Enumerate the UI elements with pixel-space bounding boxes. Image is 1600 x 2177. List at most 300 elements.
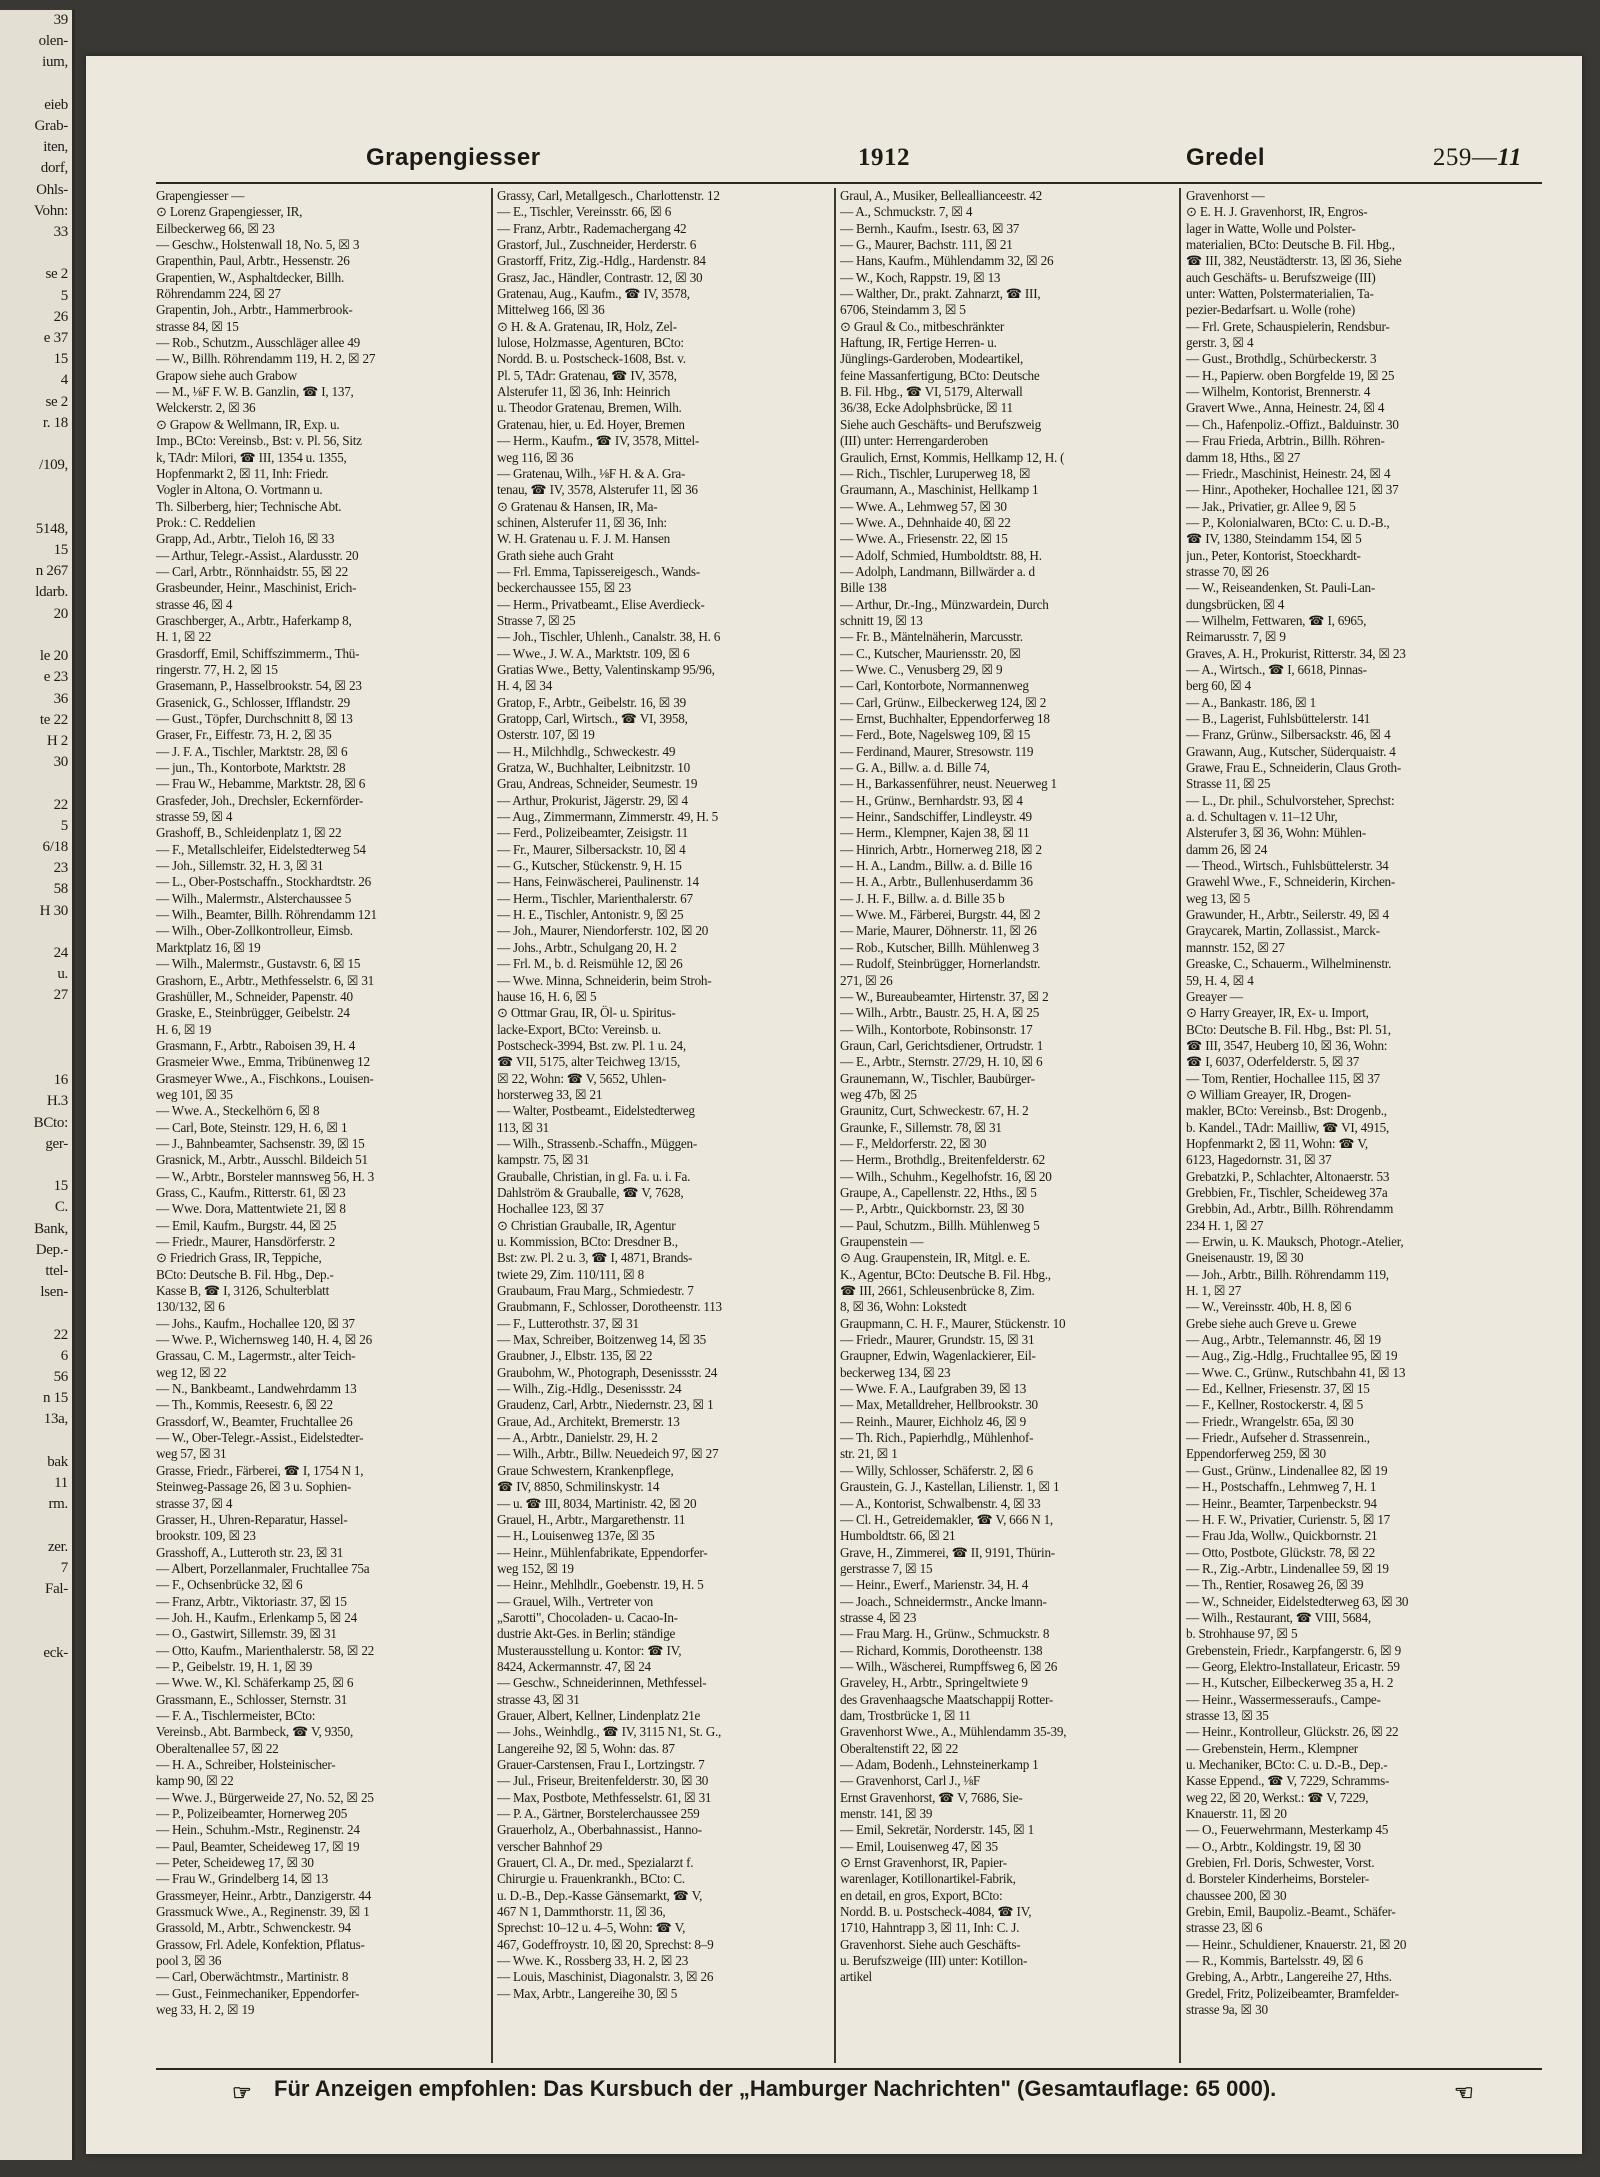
- pointing-hand-right-icon: ☞: [232, 2080, 252, 2105]
- previous-page-text-fragment: bak: [47, 1453, 68, 1470]
- previous-page-text-fragment: [0, 1621, 72, 1642]
- previous-page-text-fragment: u.: [57, 966, 68, 983]
- directory-entry-line: — Johs., Arbtr., Schulgang 20, H. 2: [497, 939, 677, 955]
- directory-entry-line: strasse 46, ☒ 4: [156, 596, 233, 612]
- directory-entry-line: — Friedr., Wrangelstr. 65a, ☒ 30: [1186, 1413, 1354, 1429]
- directory-entry-line: 59, H. 4, ☒ 4: [1186, 972, 1254, 988]
- directory-entry-line: u. Kommission, BCto: Dresdner B.,: [497, 1234, 678, 1249]
- directory-entry-line: unter: Watten, Polstermaterialien, Ta-: [1186, 286, 1374, 302]
- previous-page-text-fragment: te 22: [39, 711, 68, 728]
- directory-entry-line: Oberaltenstift 22, ☒ 22: [840, 1740, 959, 1756]
- directory-entry-line: Greaske, C., Schauerm., Wilhelminenstr.: [1186, 956, 1392, 972]
- previous-page-text-fragment: [0, 1515, 72, 1536]
- directory-entry-line: — Ferd., Bote, Nagelsweg 109, ☒ 15: [840, 727, 1031, 743]
- directory-entry-line: Strasse 7, ☒ 25: [497, 612, 576, 628]
- directory-entry-line: Grebing, A., Arbtr., Langereihe 27, Hths.: [1186, 1969, 1392, 1985]
- directory-entry-line: Grassold, M., Arbtr., Schwenckestr. 94: [156, 1920, 351, 1936]
- directory-entry-line: Graubaum, Frau Marg., Schmiedestr. 7: [497, 1283, 694, 1299]
- directory-entry-line: — Th. Rich., Papierhdlg., Mühlenhof-: [840, 1430, 1034, 1446]
- directory-entry-line: Eilbeckerweg 66, ☒ 23: [156, 220, 275, 236]
- directory-entry-line: — Heinr., Mühlenfabrikate, Eppendorfer-: [497, 1544, 708, 1560]
- previous-page-text-fragment: [0, 1600, 72, 1621]
- directory-entry-line: Grauer, Albert, Kellner, Lindenplatz 21e: [497, 1707, 701, 1723]
- directory-entry-line: — Wilhelm, Fettwaren, ☎ I, 6965,: [1186, 612, 1367, 628]
- directory-entry-line: — F., Metallschleifer, Eidelstedterweg 54: [156, 841, 366, 857]
- previous-page-text-fragment: 36: [53, 690, 68, 707]
- directory-entry-line: — Carl, Grünw., Eilbeckerweg 124, ☒ 2: [840, 694, 1047, 710]
- directory-entry-line: Grapentin, Joh., Arbtr., Hammerbrook-: [156, 302, 353, 318]
- footer-rule: [156, 2068, 1542, 2070]
- previous-page-text-fragment: H.3: [46, 1093, 68, 1110]
- previous-page-text-fragment: [0, 1897, 72, 1918]
- directory-entry-line: Grauel, H., Arbtr., Margarethenstr. 11: [497, 1511, 686, 1527]
- directory-entry-line: — H., Milchhdlg., Schweckestr. 49: [497, 743, 676, 759]
- directory-entry-line: Kasse B, ☎ I, 3126, Schulterblatt: [156, 1283, 329, 1299]
- directory-entry-line: — P., Kolonialwaren, BCto: C. u. D.-B.,: [1186, 514, 1390, 530]
- directory-entry-line: Prok.: C. Reddelien: [156, 514, 256, 530]
- directory-entry-line: — Herm., Brothdlg., Breitenfelderstr. 62: [840, 1152, 1045, 1168]
- directory-entry-line: — H., Grünw., Bernhardstr. 93, ☒ 4: [840, 792, 1023, 808]
- previous-page-text-fragment: [0, 1876, 72, 1897]
- previous-page-text-fragment: [0, 1431, 72, 1452]
- directory-entry-line: — Gravenhorst, Carl J., ⅛F: [840, 1773, 981, 1789]
- previous-page-text-fragment: [0, 1155, 72, 1176]
- directory-entry-line: Grassmann, E., Schlosser, Sternstr. 31: [156, 1691, 348, 1707]
- directory-entry-line: Graue Schwestern, Krankenpflege,: [497, 1462, 674, 1478]
- directory-entry-line: (III) unter: Herrengarderoben: [840, 433, 988, 449]
- directory-entry-line: — Otto, Postbote, Glückstr. 78, ☒ 22: [1186, 1544, 1375, 1560]
- directory-entry-line: — Carl, Oberwächtmstr., Martinistr. 8: [156, 1969, 349, 1985]
- directory-entry-line: Imp., BCto: Vereinsb., Bst: v. Pl. 56, Sitz: [156, 433, 362, 449]
- directory-entry-line: kamp 90, ☒ 22: [156, 1773, 234, 1789]
- previous-page-text-fragment: [0, 1007, 72, 1028]
- directory-entry-line: 36/38, Ecke Adolphsbrücke, ☒ 11: [840, 400, 1013, 416]
- directory-entry-line: B. Fil. Hbg., ☎ VI, 5179, Alterwall: [840, 384, 1023, 400]
- previous-page-text-fragment: le 20: [39, 648, 68, 665]
- directory-entry-line: — Wwe. A., Friesenstr. 22, ☒ 15: [840, 531, 1008, 547]
- directory-entry-line: ⊙ Ottmar Grau, IR, Öl- u. Spiritus-: [497, 1005, 676, 1021]
- directory-entry-line: Gredel, Fritz, Polizeibeamter, Bramfelder-: [1186, 1985, 1399, 2001]
- directory-entry-line: 113, ☒ 31: [497, 1119, 549, 1135]
- directory-entry-line: — Ferdinand, Maurer, Stresowstr. 119: [840, 743, 1034, 759]
- previous-page-text-fragment: Grab-: [34, 118, 68, 135]
- directory-entry-line: — Franz, Arbtr., Viktoriastr. 37, ☒ 15: [156, 1593, 347, 1609]
- directory-entry-line: — Paul, Schutzm., Billh. Mühlenweg 5: [840, 1217, 1040, 1233]
- directory-entry-line: strasse 4, ☒ 23: [840, 1609, 917, 1625]
- previous-page-text-fragment: [0, 1855, 72, 1876]
- directory-entry-line: — Theod., Wirtsch., Fuhlsbüttelerstr. 34: [1186, 858, 1389, 874]
- directory-entry-line: Grassmuck Wwe., A., Reginenstr. 39, ☒ 1: [156, 1904, 370, 1920]
- directory-entry-line: — Rob., Kutscher, Billh. Mühlenweg 3: [840, 939, 1039, 955]
- directory-entry-line: — Heinr., Sandschiffer, Lindleystr. 49: [840, 809, 1032, 825]
- directory-entry-line: Grastorf, Jul., Zuschneider, Herderstr. 6: [497, 237, 697, 253]
- directory-entry-line: Graunemann, W., Tischler, Baubürger-: [840, 1070, 1035, 1086]
- directory-entry-line: — H., Barkassenführer, neust. Neuerweg 1: [840, 776, 1057, 792]
- column-2: [497, 188, 825, 2068]
- directory-entry-line: Gratop, F., Arbtr., Geibelstr. 16, ☒ 39: [497, 694, 686, 710]
- directory-entry-line: Langereihe 92, ☒ 5, Wohn: das. 87: [497, 1740, 675, 1756]
- directory-entry-line: — Joh., Sillemstr. 32, H. 3, ☒ 31: [156, 858, 324, 874]
- directory-entry-line: Mittelweg 166, ☒ 36: [497, 302, 605, 318]
- directory-entry-line: 130/132, ☒ 6: [156, 1299, 225, 1315]
- previous-page-text-fragment: [0, 773, 72, 794]
- directory-entry-line: — Th., Rentier, Rosaweg 26, ☒ 39: [1186, 1577, 1364, 1593]
- directory-entry-line: Grau, Andreas, Schneider, Seumestr. 19: [497, 776, 698, 792]
- directory-entry-line: auch Geschäfts- u. Berufszweige (III): [1186, 269, 1376, 285]
- directory-entry-line: — Frau W., Hebamme, Marktstr. 28, ☒ 6: [156, 776, 366, 792]
- directory-entry-line: — Joh., Arbtr., Billh. Röhrendamm 119,: [1186, 1266, 1389, 1282]
- directory-entry-line: Gravenhorst —: [1186, 188, 1265, 203]
- column-4: [1186, 188, 1514, 2068]
- directory-entry-line: — A., Wirtsch., ☎ I, 6618, Pinnas-: [1186, 661, 1367, 677]
- directory-entry-line: — Wwe. Dora, Mattentwiete 21, ☒ 8: [156, 1201, 346, 1217]
- directory-entry-line: — G., Maurer, Bachstr. 111, ☒ 21: [840, 237, 1013, 253]
- directory-entry-line: Gravenhorst. Siehe auch Geschäfts-: [840, 1936, 1021, 1952]
- previous-page-text-fragment: 23: [53, 860, 68, 877]
- directory-entry-line: Osterstr. 107, ☒ 19: [497, 727, 595, 743]
- directory-entry-line: Vogler in Altona, O. Vortmann u.: [156, 482, 323, 498]
- directory-entry-line: str. 21, ☒ 1: [840, 1446, 898, 1462]
- directory-entry-line: — Grebenstein, Herm., Klempner: [1186, 1740, 1358, 1756]
- directory-entry-line: — L., Dr. phil., Schulvorsteher, Sprechst:: [1186, 792, 1395, 808]
- directory-entry-line: — Heinr., Beamter, Tarpenbeckstr. 94: [1186, 1495, 1377, 1511]
- directory-entry-line: — A., Schmuckstr. 7, ☒ 4: [840, 204, 973, 220]
- directory-entry-line: — Joh. H., Kaufm., Erlenkamp 5, ☒ 24: [156, 1609, 357, 1625]
- directory-entry-line: verscher Bahnhof 29: [497, 1838, 603, 1854]
- previous-page-text-fragment: 39: [53, 12, 68, 28]
- previous-page-text-fragment: e 23: [43, 669, 68, 686]
- column-3: [840, 188, 1168, 2068]
- directory-entry-line: — Frl. Grete, Schauspielerin, Rendsbur-: [1186, 318, 1390, 334]
- directory-entry-line: Nordd. B. u. Postscheck-1608, Bst. v.: [497, 351, 686, 367]
- directory-entry-line: b. Kandel., TAdr: Mailliw, ☎ VI, 4915,: [1186, 1119, 1390, 1135]
- directory-entry-line: — H., Papierw. oben Borgfelde 19, ☒ 25: [1186, 367, 1395, 383]
- directory-entry-line: — Carl, Bote, Steinstr. 129, H. 6, ☒ 1: [156, 1119, 348, 1135]
- header-last-entry: Gredel: [1186, 144, 1266, 171]
- directory-entry-line: Siehe auch Geschäfts- und Berufszweig: [840, 416, 1041, 432]
- directory-entry-line: — A., Arbtr., Danielstr. 29, H. 2: [497, 1430, 658, 1446]
- previous-page-text-fragment: [0, 1706, 72, 1727]
- previous-page-text-fragment: 58: [53, 881, 68, 898]
- directory-entry-line: Graschberger, A., Arbtr., Haferkamp 8,: [156, 612, 352, 628]
- directory-entry-line: Steinweg-Passage 26, ☒ 3 u. Sophien-: [156, 1479, 352, 1495]
- directory-entry-line: — Th., Kommis, Reesestr. 6, ☒ 22: [156, 1397, 333, 1413]
- directory-entry-line: — Hein., Schuhm.-Mstr., Reginenstr. 24: [156, 1822, 360, 1838]
- previous-page-text-fragment: 22: [53, 1326, 68, 1343]
- directory-entry-line: — Arthur, Dr.-Ing., Münzwardein, Durch: [840, 596, 1049, 612]
- directory-entry-line: Grebenstein, Friedr., Karpfangerstr. 6, ☒ 9: [1186, 1642, 1401, 1658]
- directory-entry-line: Grauballe, Christian, in gl. Fa. u. i. Fa.: [497, 1168, 691, 1184]
- directory-entry-line: Grawann, Aug., Kutscher, Süderquaistr. 4: [1186, 743, 1396, 759]
- directory-entry-line: twiete 29, Zim. 110/111, ☒ 8: [497, 1266, 644, 1282]
- directory-entry-line: ⊙ Graul & Co., mitbeschränkter: [840, 318, 1004, 334]
- directory-entry-line: — Grauel, Wilh., Vertreter von: [497, 1593, 653, 1609]
- directory-entry-line: Gravenhorst Wwe., A., Mühlendamm 35-39,: [840, 1724, 1067, 1740]
- directory-entry-line: Grasse, Friedr., Färberei, ☎ I, 1754 N 1,: [156, 1462, 364, 1478]
- directory-entry-line: Gratenau, Aug., Kaufm., ☎ IV, 3578,: [497, 286, 690, 302]
- directory-entry-line: Grapengiesser —: [156, 188, 245, 203]
- directory-entry-line: Graustein, G. J., Kastellan, Lilienstr. 1, ☒ 1: [840, 1479, 1060, 1495]
- previous-page-text-fragment: ldarb.: [35, 584, 68, 601]
- directory-entry-line: — Gust., Brothdlg., Schürbeckerstr. 3: [1186, 351, 1377, 367]
- previous-page-text-fragment: 15: [53, 1178, 68, 1195]
- directory-entry-line: beckerweg 134, ☒ 23: [840, 1364, 951, 1380]
- directory-entry-line: K., Agentur, BCto: Deutsche B. Fil. Hbg.,: [840, 1266, 1051, 1282]
- previous-page-text-fragment: [0, 1727, 72, 1748]
- directory-entry-line: weg 101, ☒ 35: [156, 1086, 233, 1102]
- previous-page-text-fragment: [0, 1664, 72, 1685]
- directory-entry-line: Grass, C., Kaufm., Ritterstr. 61, ☒ 23: [156, 1184, 346, 1200]
- previous-page-text-fragment: BCto:: [33, 1114, 68, 1131]
- directory-entry-line: — W., Bureaubeamter, Hirtenstr. 37, ☒ 2: [840, 988, 1049, 1004]
- previous-page-text-fragment: 11: [54, 1475, 68, 1492]
- previous-page-text-fragment: Vohn:: [33, 202, 68, 219]
- directory-entry-line: Grebbin, Ad., Arbtr., Billh. Röhrendamm: [1186, 1201, 1394, 1217]
- directory-entry-line: Graue, Ad., Architekt, Bremerstr. 13: [497, 1413, 680, 1429]
- directory-entry-line: Sprechst: 10–12 u. 4–5, Wohn: ☎ V,: [497, 1920, 686, 1936]
- directory-entry-line: H. 4, ☒ 34: [497, 678, 553, 694]
- previous-page-text-fragment: [0, 1049, 72, 1070]
- directory-entry-line: ⊙ Ernst Gravenhorst, IR, Papier-: [840, 1855, 1007, 1871]
- directory-entry-line: Graser, Fr., Eiffestr. 73, H. 2, ☒ 35: [156, 727, 332, 743]
- previous-page-text-fragment: 16: [53, 1072, 68, 1089]
- directory-entry-line: — W., Billh. Röhrendamm 119, H. 2, ☒ 27: [156, 351, 376, 367]
- directory-entry-line: — Joh., Maurer, Niendorferstr. 102, ☒ 20: [497, 923, 709, 939]
- directory-entry-line: — Georg, Elektro-Installateur, Ericastr. 59: [1186, 1658, 1400, 1674]
- directory-entry-line: — Joach., Schneidermstr., Ancke lmann-: [840, 1593, 1047, 1609]
- directory-entry-line: Grasfeder, Joh., Drechsler, Eckernförder-: [156, 792, 364, 808]
- directory-entry-line: Graul, A., Musiker, Belleallianceestr. 42: [840, 188, 1042, 203]
- directory-entry-line: Röhrendamm 224, ☒ 27: [156, 286, 281, 302]
- directory-entry-line: pezier-Bedarfsart. u. Wolle (rohe): [1186, 302, 1355, 318]
- directory-entry-line: — A., Kontorist, Schwalbenstr. 4, ☒ 33: [840, 1495, 1041, 1511]
- directory-entry-line: Musterausstellung u. Kontor: ☎ IV,: [497, 1642, 682, 1658]
- directory-entry-line: ⊙ H. & A. Gratenau, IR, Holz, Zel-: [497, 318, 677, 334]
- directory-entry-line: — J., Bahnbeamter, Sachsenstr. 39, ☒ 15: [156, 1135, 365, 1151]
- directory-entry-line: ☎ VII, 5175, alter Teichweg 13/15,: [497, 1054, 681, 1070]
- directory-entry-line: — Herm., Kaufm., ☎ IV, 3578, Mittel-: [497, 433, 700, 449]
- directory-entry-line: — F., Kellner, Rostockerstr. 4, ☒ 5: [1186, 1397, 1363, 1413]
- directory-entry-line: u. Mechaniker, BCto: C. u. D.-B., Dep.-: [1186, 1757, 1388, 1772]
- directory-entry-line: — J. F. A., Tischler, Marktstr. 28, ☒ 6: [156, 743, 348, 759]
- directory-entry-line: — Fr. B., Mäntelnäherin, Marcusstr.: [840, 629, 1023, 645]
- directory-entry-line: beckerchaussee 155, ☒ 23: [497, 580, 631, 596]
- previous-page-text-fragment: olen-: [38, 33, 68, 50]
- previous-page-text-fragment: 33: [53, 224, 68, 241]
- previous-page-text-fragment: 5: [60, 287, 68, 304]
- directory-entry-line: 6123, Hagedornstr. 31, ☒ 37: [1186, 1152, 1332, 1168]
- directory-entry-line: Graupner, Edwin, Wagenlackierer, Eil-: [840, 1348, 1036, 1364]
- directory-entry-line: — Rob., Schutzm., Ausschläger allee 49: [156, 335, 361, 351]
- directory-entry-line: — Aug., Zimmermann, Zimmerstr. 49, H. 5: [497, 809, 719, 825]
- previous-page-text-fragment: rm.: [48, 1496, 68, 1513]
- directory-entry-line: — H. A., Arbtr., Bullenhuserdamm 36: [840, 874, 1033, 890]
- directory-entry-line: — Wilh., Malermstr., Gustavstr. 6, ☒ 15: [156, 956, 361, 972]
- previous-page-text-fragment: 27: [53, 987, 68, 1004]
- directory-entry-line: 1710, Hahntrapp 3, ☒ 11, Inh: C. J.: [840, 1920, 1020, 1936]
- directory-entry-line: — Willy, Schlosser, Schäferstr. 2, ☒ 6: [840, 1462, 1033, 1478]
- directory-entry-line: Graske, E., Steinbrügger, Geibelstr. 24: [156, 1005, 350, 1021]
- directory-entry-line: Gratopp, Carl, Wirtsch., ☎ VI, 3958,: [497, 711, 688, 726]
- directory-entry-line: Dahlström & Grauballe, ☎ V, 7628,: [497, 1184, 684, 1200]
- previous-page-text-fragment: Fal-: [45, 1581, 68, 1598]
- previous-page-text-fragment: [0, 1833, 72, 1854]
- directory-entry-line: weg 47b, ☒ 25: [840, 1086, 917, 1102]
- directory-entry-line: Gratias Wwe., Betty, Valentinskamp 95/96,: [497, 661, 715, 677]
- directory-entry-line: weg 57, ☒ 31: [156, 1446, 227, 1462]
- directory-entry-line: — L., Ober-Postschaffn., Stockhardtstr. 26: [156, 874, 371, 890]
- header-first-entry: Grapengiesser: [366, 144, 541, 171]
- directory-entry-line: Grashorn, E., Arbtr., Methfesselstr. 6, ☒ 31: [156, 972, 375, 988]
- directory-entry-line: Grasmeyer Wwe., A., Fischkons., Louisen-: [156, 1070, 374, 1086]
- directory-entry-line: Grasdorff, Emil, Schiffszimmerm., Thü-: [156, 645, 360, 661]
- directory-entry-line: — Herm., Tischler, Marienthalerstr. 67: [497, 890, 693, 906]
- directory-entry-line: Grapenthin, Paul, Arbtr., Hessenstr. 26: [156, 253, 350, 269]
- directory-entry-line: — W., Koch, Rappstr. 19, ☒ 13: [840, 269, 1001, 285]
- directory-entry-line: schinen, Alsterufer 11, ☒ 36, Inh:: [497, 514, 667, 530]
- directory-entry-line: weg 33, H. 2, ☒ 19: [156, 2002, 255, 2018]
- directory-entry-line: — Emil, Kaufm., Burgstr. 44, ☒ 25: [156, 1217, 337, 1233]
- directory-entry-line: — Franz, Arbtr., Rademachergang 42: [497, 220, 687, 236]
- directory-entry-line: strasse 43, ☒ 31: [497, 1691, 580, 1707]
- directory-entry-line: d. Borsteler Kinderheims, Borsteler-: [1186, 1871, 1370, 1887]
- previous-page-text-fragment: [0, 1770, 72, 1791]
- previous-page-text-fragment: /109,: [39, 457, 68, 474]
- directory-entry-line: — Hans, Kaufm., Mühlendamm 32, ☒ 26: [840, 253, 1054, 269]
- directory-entry-line: Grassmeyer, Heinr., Arbtr., Danzigerstr. 44: [156, 1887, 372, 1903]
- previous-page-text-fragment: 5148,: [35, 520, 68, 537]
- directory-entry-line: — W., Schneider, Eidelstedterweg 63, ☒ 30: [1186, 1593, 1409, 1609]
- directory-entry-line: — H., Postschaffn., Lehmweg 7, H. 1: [1186, 1479, 1377, 1495]
- directory-entry-line: — P., Arbtr., Quickbornstr. 23, ☒ 30: [840, 1201, 1024, 1217]
- column-divider: [491, 188, 493, 2063]
- directory-entry-line: Graveley, H., Arbtr., Springeltwiete 9: [840, 1675, 1028, 1691]
- directory-entry-line: — Emil, Louisenweg 47, ☒ 35: [840, 1838, 998, 1854]
- directory-entry-line: weg 116, ☒ 36: [497, 449, 574, 465]
- directory-entry-line: Graunke, F., Sillemstr. 78, ☒ 31: [840, 1119, 1002, 1135]
- previous-page-text-fragment: r. 18: [42, 414, 68, 431]
- directory-entry-line: lulose, Holzmasse, Agenturen, BCto:: [497, 335, 684, 351]
- previous-page-text-fragment: 13a,: [43, 1411, 68, 1428]
- previous-page-text-fragment: eck-: [43, 1644, 68, 1661]
- directory-entry-line: Grassy, Carl, Metallgesch., Charlottenstr. 12: [497, 188, 720, 203]
- directory-entry-line: — H. F. W., Privatier, Curienstr. 5, ☒ 17: [1186, 1511, 1391, 1527]
- directory-entry-line: — Wwe. A., Steckelhörn 6, ☒ 8: [156, 1103, 320, 1119]
- directory-entry-line: Postscheck-3994, Bst. zw. Pl. 1 u. 24,: [497, 1037, 686, 1053]
- directory-entry-line: — Frau Frieda, Arbtrin., Billh. Röhren-: [1186, 433, 1385, 449]
- directory-entry-line: Grebien, Frl. Doris, Schwester, Vorst.: [1186, 1855, 1375, 1871]
- directory-entry-line: — Wilh., Restaurant, ☎ VIII, 5684,: [1186, 1609, 1371, 1625]
- previous-page-text-fragment: 5: [60, 817, 68, 834]
- directory-entry-line: — Albert, Porzellanmaler, Fruchtallee 75a: [156, 1560, 370, 1576]
- directory-entry-line: u. Theodor Gratenau, Bremen, Wilh.: [497, 400, 682, 416]
- directory-entry-line: en detail, en gros, Export, BCto:: [840, 1887, 1003, 1903]
- directory-entry-line: strasse 37, ☒ 4: [156, 1495, 233, 1511]
- directory-entry-line: — Fr., Maurer, Silbersackstr. 10, ☒ 4: [497, 841, 686, 857]
- directory-entry-line: 6706, Steindamm 3, ☒ 5: [840, 302, 966, 318]
- directory-entry-line: weg 12, ☒ 22: [156, 1364, 227, 1380]
- directory-entry-line: ringerstr. 77, H. 2, ☒ 15: [156, 661, 278, 677]
- directory-entry-line: — Joh., Tischler, Uhlenh., Canalstr. 38, H. 6: [497, 629, 721, 645]
- directory-entry-line: Graulich, Ernst, Kommis, Hellkamp 12, H. (: [840, 449, 1065, 465]
- directory-entry-line: Th. Silberberg, hier; Technische Abt.: [156, 498, 342, 514]
- directory-entry-line: Graubmann, F., Schlosser, Dorotheenstr. 113: [497, 1299, 722, 1315]
- directory-entry-line: Grapow siehe auch Grabow: [156, 367, 297, 383]
- pointing-hand-left-icon: ☜: [1454, 2080, 1474, 2105]
- previous-page-text-fragment: [0, 1685, 72, 1706]
- directory-entry-line: Grashoff, B., Schleidenplatz 1, ☒ 22: [156, 825, 342, 841]
- directory-entry-line: menstr. 141, ☒ 39: [840, 1806, 933, 1822]
- directory-entry-line: — Jak., Privatier, gr. Allee 9, ☒ 5: [1186, 498, 1356, 514]
- previous-page-edge: [0, 10, 75, 2160]
- directory-entry-line: — W., Vereinsstr. 40b, H. 8, ☒ 6: [1186, 1299, 1352, 1315]
- directory-entry-line: u. Berufszweige (III) unter: Kotillon-: [840, 1953, 1028, 1969]
- directory-entry-line: Grasser, H., Uhren-Reparatur, Hassel-: [156, 1511, 348, 1527]
- previous-page-text-fragment: 20: [53, 605, 68, 622]
- previous-page-text-fragment: Bank,: [34, 1220, 68, 1237]
- directory-entry-line: Grasshoff, A., Lutteroth str. 23, ☒ 31: [156, 1544, 344, 1560]
- previous-page-text-fragment: [0, 1028, 72, 1049]
- directory-entry-line: Grawunder, H., Arbtr., Seilerstr. 49, ☒ 4: [1186, 907, 1389, 923]
- directory-entry-line: damm 26, ☒ 24: [1186, 841, 1268, 857]
- directory-entry-line: Bst: zw. Pl. 2 u. 3, ☎ I, 4871, Brands-: [497, 1250, 693, 1266]
- previous-page-text-fragment: [0, 434, 72, 455]
- directory-entry-line: — W., Ober-Telegr.-Assist., Eidelstedter-: [156, 1430, 364, 1446]
- directory-entry-line: — H. E., Tischler, Antonistr. 9, ☒ 25: [497, 907, 684, 923]
- directory-entry-line: ⊙ Grapow & Wellmann, IR, Exp. u.: [156, 416, 340, 432]
- directory-entry-line: — Walter, Postbeamt., Eidelstedterweg: [497, 1103, 695, 1119]
- previous-page-text-fragment: dorf,: [40, 160, 68, 177]
- directory-entry-line: Eppendorferweg 259, ☒ 30: [1186, 1446, 1326, 1462]
- previous-page-text-fragment: 22: [53, 796, 68, 813]
- directory-entry-line: ☎ I, 6037, Oderfelderstr. 5, ☒ 37: [1186, 1054, 1360, 1070]
- directory-entry-line: Grauer-Carstensen, Frau I., Lortzingstr. 7: [497, 1757, 705, 1772]
- previous-page-text-fragment: [0, 243, 72, 264]
- directory-entry-line: Graupmann, C. H. F., Maurer, Stückenstr. 10: [840, 1315, 1066, 1331]
- directory-entry-line: — u. ☎ III, 8034, Martinistr. 42, ☒ 20: [497, 1495, 697, 1511]
- directory-entry-line: — Wilh., Arbtr., Baustr. 25, H. A, ☒ 25: [840, 1005, 1040, 1021]
- directory-entry-line: BCto: Deutsche B. Fil. Hbg., Dep.-: [156, 1266, 334, 1282]
- directory-entry-line: — Wilh., Zig.-Hdlg., Desenissstr. 24: [497, 1381, 682, 1397]
- directory-entry-line: kampstr. 75, ☒ 31: [497, 1152, 590, 1168]
- directory-entry-line: — Max, Schreiber, Boitzenweg 14, ☒ 35: [497, 1332, 706, 1348]
- directory-entry-line: ☎ III, 382, Neustädterstr. 13, ☒ 36, Siehe: [1186, 253, 1402, 269]
- directory-entry-line: — Carl, Arbtr., Rönnhaidstr. 55, ☒ 22: [156, 563, 348, 579]
- directory-entry-line: ⊙ Aug. Graupenstein, IR, Mitgl. e. E.: [840, 1250, 1031, 1266]
- directory-entry-line: Marktplatz 16, ☒ 19: [156, 939, 261, 955]
- previous-page-text-fragment: 15: [53, 351, 68, 368]
- directory-entry-line: strasse 59, ☒ 4: [156, 809, 233, 825]
- directory-entry-line: — Jul., Friseur, Breitenfelderstr. 30, ☒ 30: [497, 1773, 709, 1789]
- directory-entry-line: Strasse 11, ☒ 25: [1186, 776, 1271, 792]
- directory-entry-line: Graun, Carl, Gerichtsdiener, Ortrudstr. 1: [840, 1037, 1044, 1053]
- directory-entry-line: strasse 23, ☒ 6: [1186, 1920, 1263, 1936]
- previous-page-text-fragment: n 15: [42, 1390, 68, 1407]
- previous-page-text-fragment: e 37: [43, 330, 68, 347]
- directory-entry-line: 467 N 1, Dammthorstr. 11, ☒ 36,: [497, 1904, 666, 1920]
- directory-entry-line: — Adolph, Landmann, Billwärder a. d: [840, 563, 1035, 579]
- directory-entry-line: — Bernh., Kaufm., Isestr. 63, ☒ 37: [840, 220, 1020, 236]
- directory-entry-line: horsterweg 33, ☒ 21: [497, 1086, 603, 1102]
- directory-entry-line: — E., Tischler, Vereinsstr. 66, ☒ 6: [497, 204, 672, 220]
- directory-entry-line: — Marie, Maurer, Döhnerstr. 11, ☒ 26: [840, 923, 1037, 939]
- directory-entry-line: schnitt 19, ☒ 13: [840, 612, 923, 628]
- directory-entry-line: lacke-Export, BCto: Vereinsb. u.: [497, 1021, 661, 1037]
- directory-entry-line: — C., Kutscher, Mauriensstr. 20, ☒: [840, 645, 1021, 661]
- previous-page-text-fragment: Ohls-: [36, 181, 68, 198]
- directory-entry-line: Graubohm, W., Photograph, Desenissstr. 24: [497, 1364, 718, 1380]
- directory-entry-line: ☎ IV, 1380, Steindamm 154, ☒ 5: [1186, 531, 1362, 547]
